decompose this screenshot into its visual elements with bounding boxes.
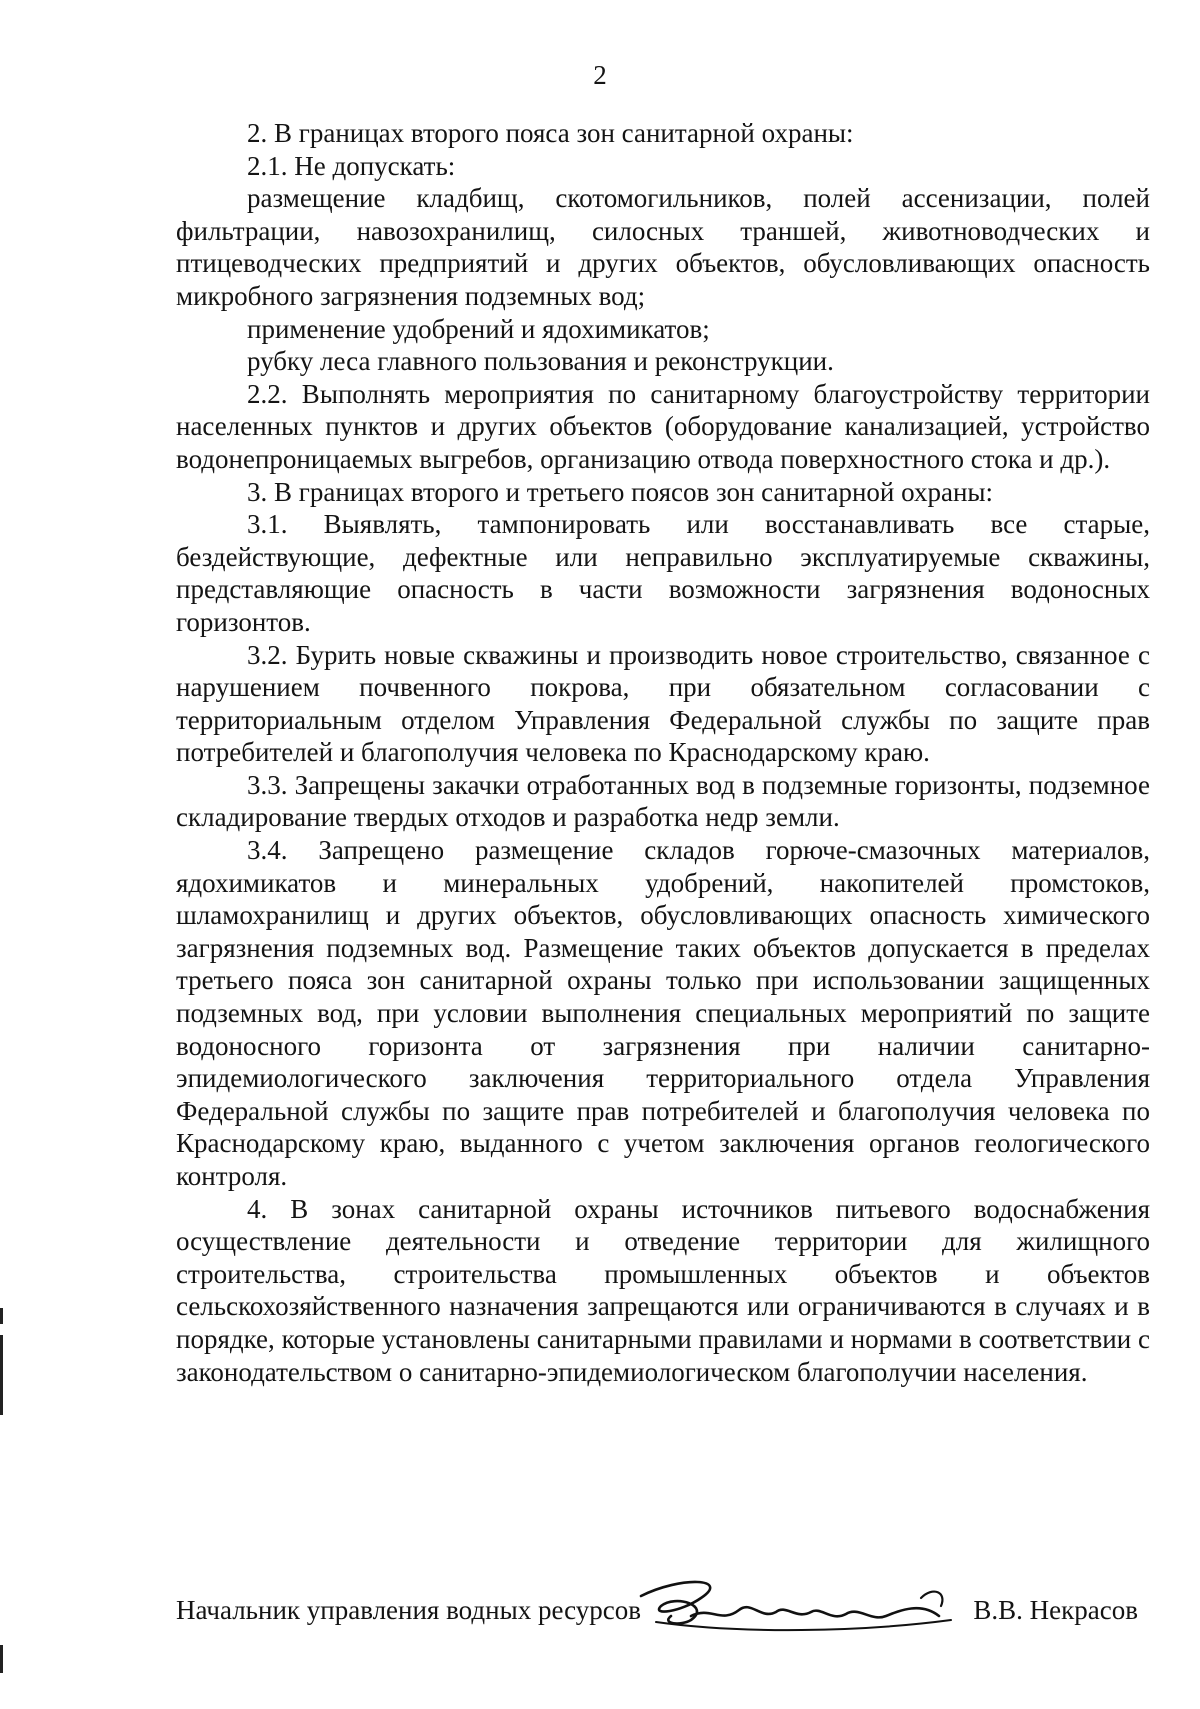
scan-edge-mark [0, 1335, 3, 1415]
paragraph: 2.2. Выполнять мероприятия по санитарному благоустройству территории населенных пунктов и других объектов (оборудование канализацией, устройство водонепроницаемых выгребов, организацию отвода поверхностного стока и др.). [176, 378, 1150, 474]
paragraph: 2. В границах второго пояса зон санитарной охраны: [247, 118, 854, 148]
paragraph: 2.1. Не допускать: [247, 150, 456, 181]
paragraph: 3. В границах второго и третьего поясов зон санитарной охраны: [247, 476, 994, 507]
scan-edge-mark [0, 1645, 3, 1673]
paragraph: 3.2. Бурить новые скважины и производить новое строительство, связанное с нарушением почвенного покрова, при обязательном согласовании с территориальным отделом Управления Федеральной службы по защите прав потребителей и благополучия человека по Краснодарскому краю. [176, 639, 1150, 768]
paragraph: рубку леса главного пользования и реконструкции. [247, 346, 834, 377]
signatory-name: В.В. Некрасов [973, 1595, 1138, 1625]
paragraph: 4. В зонах санитарной охраны источников питьевого водоснабжения осуществление деятельности и отведение территории для жилищного строительства, строительства промышленных объектов и объектов сельскохозяйственного назначения запрещаются или ограничиваются в случаях и в порядке, которые установлены санитарными правилами и нормами в соответствии с законодательством о санитарно-эпидемиологическом благополучии населения. [176, 1193, 1150, 1387]
page-number: 2 [593, 60, 607, 90]
paragraph: 3.4. Запрещено размещение складов горюче-смазочных материалов, ядохимикатов и минеральных удобрений, накопителей промстоков, шламохранилищ и других объектов, обусловливающих опасность химического загрязнения подземных вод. Размещение таких объектов допускается в пределах третьего пояса зон санитарной охраны только при использовании защищенных подземных вод, при условии выполнения специальных мероприятий по защите водоносного горизонта от загрязнения при наличии санитарно-эпидемиологического заключения территориального отдела Управления Федеральной службы по защите прав потребителей и благополучия человека по Краснодарскому краю, выданного с учетом заключения органов геологического контроля. [176, 835, 1150, 1191]
scan-edge-mark [0, 1308, 3, 1324]
paragraph: размещение кладбищ, скотомогильников, полей ассенизации, полей фильтрации, навозохранилищ, силосных траншей, животноводческих и птицеводческих предприятий и других объектов, обусловливающих опасность микробного загрязнения подземных вод; [176, 183, 1150, 311]
handwritten-signature [621, 1576, 961, 1638]
paragraph: 3.3. Запрещены закачки отработанных вод в подземные горизонты, подземное складирование твердых отходов и разработка недр земли. [176, 769, 1150, 833]
paragraph: применение удобрений и ядохимикатов; [247, 313, 710, 344]
signatory-title: Начальник управления водных ресурсов [176, 1595, 641, 1625]
document-body [176, 117, 1150, 1388]
signature-block [176, 1584, 1150, 1644]
paragraph: 3.1. Выявлять, тампонировать или восстанавливать все старые, бездействующие, дефектные или неправильно эксплуатируемые скважины, представляющие опасность в части возможности загрязнения водоносных горизонтов. [176, 509, 1150, 637]
